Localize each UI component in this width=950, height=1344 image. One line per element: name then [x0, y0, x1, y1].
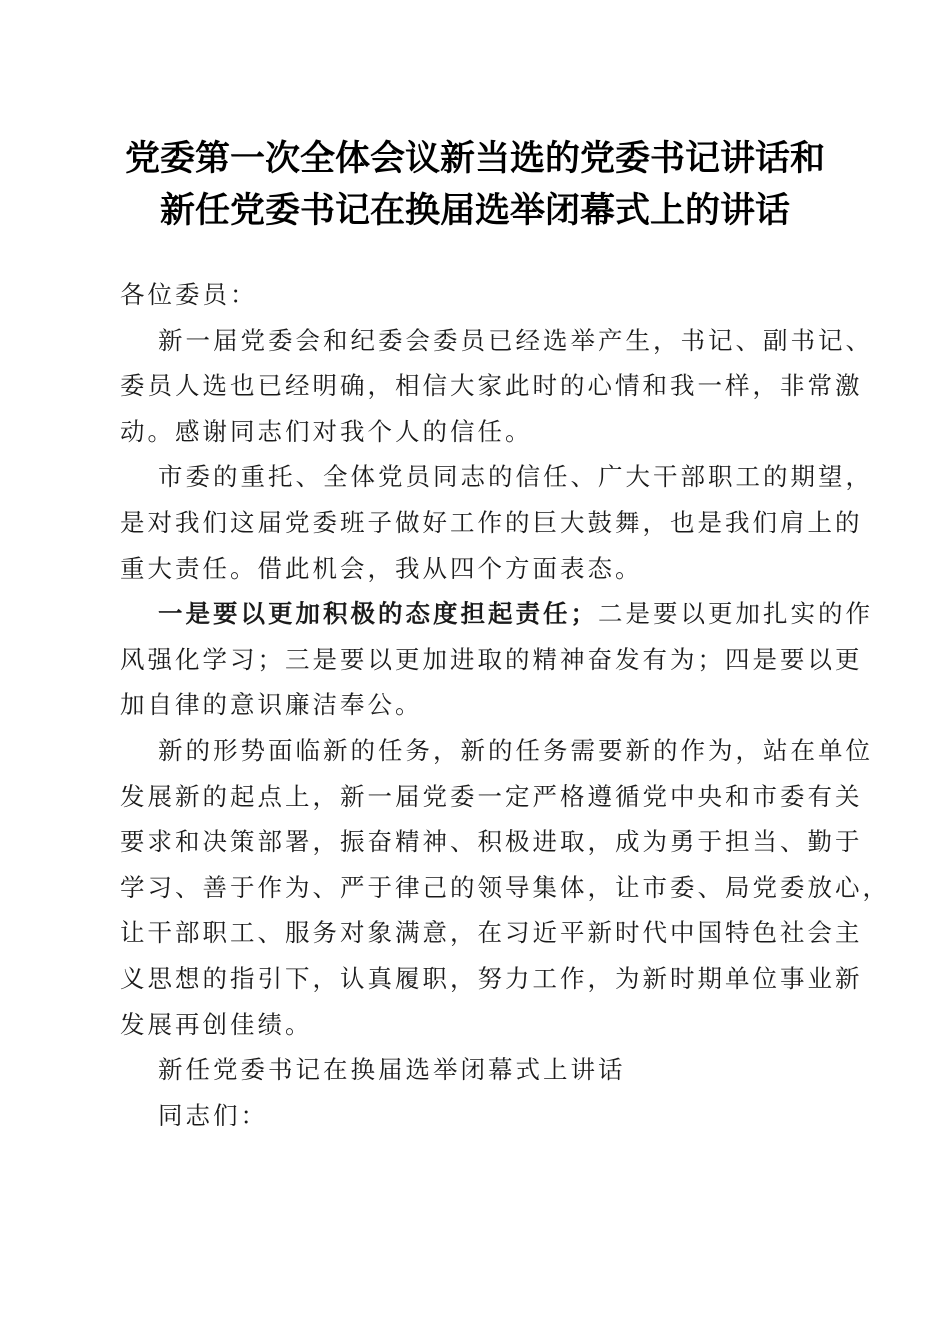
document-title-line-2: 新任党委书记在换届选举闭幕式上的讲话	[159, 190, 790, 231]
document-title-line-1: 党委第一次全体会议新当选的党委书记讲话和	[124, 138, 825, 179]
paragraph-1-line-1: 新一届党委会和纪委会委员已经选举产生，书记、副书记、	[158, 325, 873, 355]
paragraph-4-line-4: 学习、善于作为、严于律己的领导集体，让市委、局党委放心，	[120, 872, 890, 902]
paragraph-1-line-2: 委员人选也已经明确，相信大家此时的心情和我一样，非常激	[120, 371, 863, 401]
paragraph-2-line-2: 是对我们这届党委班子做好工作的巨大鼓舞，也是我们肩上的	[120, 507, 863, 537]
paragraph-2-line-3: 重大责任。借此机会，我从四个方面表态。	[120, 553, 643, 583]
salutation: 各位委员：	[120, 280, 258, 309]
closing-salutation: 同志们：	[158, 1100, 268, 1130]
paragraph-4-line-1: 新的形势面临新的任务，新的任务需要新的作为，站在单位	[158, 735, 873, 765]
subheading: 新任党委书记在换届选举闭幕式上讲话	[158, 1055, 626, 1085]
paragraph-2-line-1: 市委的重托、全体党员同志的信任、广大干部职工的期望，	[158, 462, 873, 492]
paragraph-4-line-6: 义思想的指引下，认真履职，努力工作，为新时期单位事业新	[120, 963, 863, 993]
paragraph-4-line-3: 要求和决策部署，振奋精神、积极进取，成为勇于担当、勤于	[120, 827, 863, 857]
paragraph-4-line-2: 发展新的起点上，新一届党委一定严格遵循党中央和市委有关	[120, 781, 863, 811]
paragraph-1-line-3: 动。感谢同志们对我个人的信任。	[120, 416, 533, 446]
paragraph-3-line-3: 加自律的意识廉洁奉公。	[120, 690, 423, 720]
paragraph-3-line-1	[120, 591, 873, 637]
paragraph-3-emphasis: 一是要以更加积极的态度担起责任；	[158, 599, 598, 629]
paragraph-4-line-7: 发展再创佳绩。	[120, 1009, 313, 1039]
document-body	[120, 272, 890, 1138]
paragraph-3-line-2: 风强化学习；三是要以更加进取的精神奋发有为；四是要以更	[120, 644, 863, 674]
paragraph-3-line-1-rest: 二是要以更加扎实的作	[598, 599, 873, 629]
paragraph-4-line-5: 让干部职工、服务对象满意，在习近平新时代中国特色社会主	[120, 918, 863, 948]
